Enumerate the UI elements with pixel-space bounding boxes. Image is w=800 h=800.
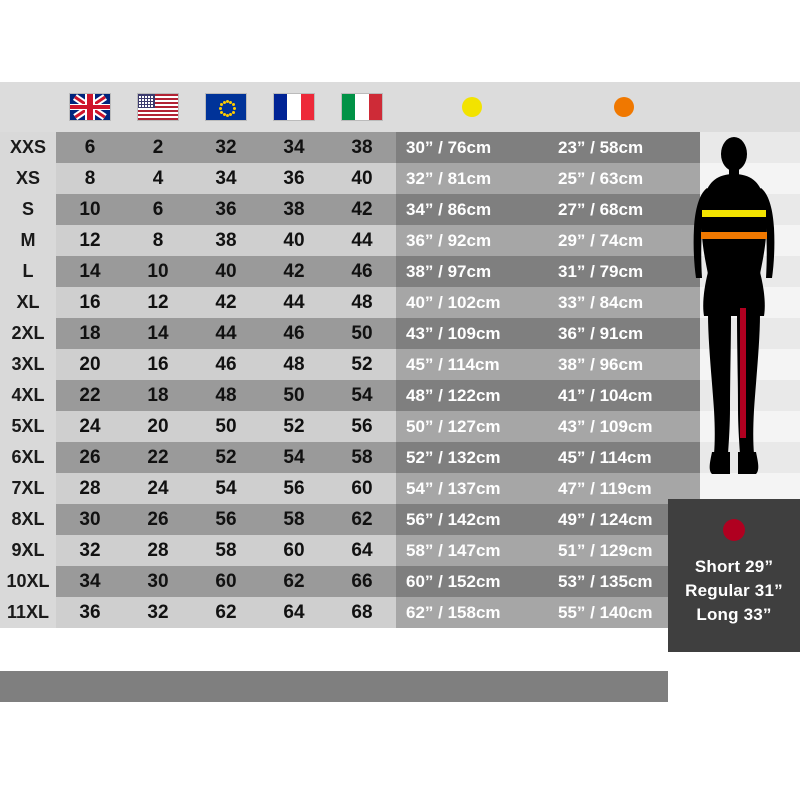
fr-size-value: 36 <box>260 163 328 194</box>
header-waist-cell <box>548 82 700 132</box>
figure-column-cell <box>700 349 800 380</box>
bust-measurement: 36” / 92cm <box>396 225 548 256</box>
us-size-value: 10 <box>124 256 192 287</box>
waist-measurement: 43” / 109cm <box>548 411 700 442</box>
size-label: 8XL <box>0 504 56 535</box>
bottom-band-spacer <box>0 702 668 710</box>
uk-size-value: 36 <box>56 597 124 628</box>
uk-size-value: 18 <box>56 318 124 349</box>
fr-size-value: 52 <box>260 411 328 442</box>
fr-size-value: 44 <box>260 287 328 318</box>
size-label: 6XL <box>0 442 56 473</box>
header-eu-cell <box>192 82 260 132</box>
us-size-value: 30 <box>124 566 192 597</box>
us-size-value: 20 <box>124 411 192 442</box>
us-size-value: 32 <box>124 597 192 628</box>
us-size-value: 28 <box>124 535 192 566</box>
uk-size-value: 16 <box>56 287 124 318</box>
bottom-band <box>0 671 668 702</box>
table-row <box>0 225 800 256</box>
uk-size-value: 14 <box>56 256 124 287</box>
eu-size-value: 56 <box>192 504 260 535</box>
it-size-value: 42 <box>328 194 396 225</box>
table-row <box>0 132 800 163</box>
uk-size-value: 24 <box>56 411 124 442</box>
bust-measurement: 60” / 152cm <box>396 566 548 597</box>
header-bust-cell <box>396 82 548 132</box>
table-row <box>0 380 800 411</box>
top-margin <box>0 0 800 82</box>
it-size-value: 38 <box>328 132 396 163</box>
uk-size-value: 22 <box>56 380 124 411</box>
size-label: 4XL <box>0 380 56 411</box>
bust-measurement: 54” / 137cm <box>396 473 548 504</box>
size-label: L <box>0 256 56 287</box>
figure-column-cell <box>700 163 800 194</box>
waist-measurement: 51” / 129cm <box>548 535 700 566</box>
eu-size-value: 62 <box>192 597 260 628</box>
bust-marker-dot <box>462 97 482 117</box>
us-size-value: 6 <box>124 194 192 225</box>
it-size-value: 62 <box>328 504 396 535</box>
table-row <box>0 256 800 287</box>
bust-measurement: 32” / 81cm <box>396 163 548 194</box>
eu-flag-icon <box>205 93 247 121</box>
inseam-long-label: Long 33” <box>696 605 772 624</box>
us-size-value: 18 <box>124 380 192 411</box>
fr-size-value: 54 <box>260 442 328 473</box>
size-label: XL <box>0 287 56 318</box>
waist-measurement: 53” / 135cm <box>548 566 700 597</box>
eu-size-value: 44 <box>192 318 260 349</box>
us-flag-icon <box>137 93 179 121</box>
table-header-row <box>0 82 800 132</box>
bust-measurement: 38” / 97cm <box>396 256 548 287</box>
us-size-value: 24 <box>124 473 192 504</box>
waist-measurement: 29” / 74cm <box>548 225 700 256</box>
figure-column-cell <box>700 225 800 256</box>
bust-measurement: 30” / 76cm <box>396 132 548 163</box>
bust-measurement: 43” / 109cm <box>396 318 548 349</box>
figure-column-cell <box>700 194 800 225</box>
us-size-value: 2 <box>124 132 192 163</box>
inseam-regular-label: Regular 31” <box>685 581 783 600</box>
bust-measurement: 40” / 102cm <box>396 287 548 318</box>
uk-size-value: 6 <box>56 132 124 163</box>
us-size-value: 22 <box>124 442 192 473</box>
uk-size-value: 32 <box>56 535 124 566</box>
size-label: 10XL <box>0 566 56 597</box>
figure-column-cell <box>700 380 800 411</box>
eu-size-value: 50 <box>192 411 260 442</box>
bust-measurement: 45” / 114cm <box>396 349 548 380</box>
fr-size-value: 34 <box>260 132 328 163</box>
eu-size-value: 48 <box>192 380 260 411</box>
waist-measurement: 25” / 63cm <box>548 163 700 194</box>
uk-size-value: 20 <box>56 349 124 380</box>
it-flag-icon <box>341 93 383 121</box>
waist-measurement: 49” / 124cm <box>548 504 700 535</box>
it-size-value: 54 <box>328 380 396 411</box>
us-size-value: 14 <box>124 318 192 349</box>
figure-column-cell <box>700 287 800 318</box>
eu-size-value: 42 <box>192 287 260 318</box>
waist-marker-dot <box>614 97 634 117</box>
fr-size-value: 50 <box>260 380 328 411</box>
uk-size-value: 34 <box>56 566 124 597</box>
header-figure-cell <box>700 82 800 132</box>
waist-measurement: 27” / 68cm <box>548 194 700 225</box>
inseam-short-label: Short 29” <box>694 557 774 576</box>
it-size-value: 58 <box>328 442 396 473</box>
figure-column-cell <box>700 411 800 442</box>
fr-size-value: 38 <box>260 194 328 225</box>
size-label: XS <box>0 163 56 194</box>
header-uk-cell <box>56 82 124 132</box>
figure-column-cell <box>700 132 800 163</box>
table-row <box>0 163 800 194</box>
fr-size-value: 64 <box>260 597 328 628</box>
table-row <box>0 287 800 318</box>
fr-size-value: 48 <box>260 349 328 380</box>
waist-measurement: 41” / 104cm <box>548 380 700 411</box>
eu-size-value: 52 <box>192 442 260 473</box>
inseam-marker-dot <box>723 519 745 541</box>
uk-size-value: 26 <box>56 442 124 473</box>
fr-size-value: 46 <box>260 318 328 349</box>
uk-size-value: 28 <box>56 473 124 504</box>
figure-column-cell <box>700 318 800 349</box>
fr-size-value: 42 <box>260 256 328 287</box>
waist-measurement: 47” / 119cm <box>548 473 700 504</box>
bust-measurement: 48” / 122cm <box>396 380 548 411</box>
eu-size-value: 34 <box>192 163 260 194</box>
eu-size-value: 32 <box>192 132 260 163</box>
eu-size-value: 38 <box>192 225 260 256</box>
table-row <box>0 318 800 349</box>
it-size-value: 48 <box>328 287 396 318</box>
us-size-value: 16 <box>124 349 192 380</box>
us-size-value: 12 <box>124 287 192 318</box>
eu-size-value: 46 <box>192 349 260 380</box>
eu-size-value: 40 <box>192 256 260 287</box>
bust-measurement: 62” / 158cm <box>396 597 548 628</box>
fr-size-value: 62 <box>260 566 328 597</box>
us-size-value: 8 <box>124 225 192 256</box>
it-size-value: 46 <box>328 256 396 287</box>
size-label: 11XL <box>0 597 56 628</box>
uk-size-value: 8 <box>56 163 124 194</box>
uk-size-value: 30 <box>56 504 124 535</box>
eu-size-value: 54 <box>192 473 260 504</box>
size-label: XXS <box>0 132 56 163</box>
fr-size-value: 60 <box>260 535 328 566</box>
figure-column-cell <box>700 442 800 473</box>
it-size-value: 40 <box>328 163 396 194</box>
header-it-cell <box>328 82 396 132</box>
waist-measurement: 45” / 114cm <box>548 442 700 473</box>
it-size-value: 60 <box>328 473 396 504</box>
table-row <box>0 194 800 225</box>
it-size-value: 44 <box>328 225 396 256</box>
waist-measurement: 55” / 140cm <box>548 597 700 628</box>
bust-measurement: 52” / 132cm <box>396 442 548 473</box>
fr-size-value: 58 <box>260 504 328 535</box>
uk-size-value: 10 <box>56 194 124 225</box>
it-size-value: 64 <box>328 535 396 566</box>
waist-measurement: 38” / 96cm <box>548 349 700 380</box>
us-size-value: 4 <box>124 163 192 194</box>
waist-measurement: 33” / 84cm <box>548 287 700 318</box>
waist-measurement: 23” / 58cm <box>548 132 700 163</box>
it-size-value: 68 <box>328 597 396 628</box>
uk-size-value: 12 <box>56 225 124 256</box>
it-size-value: 50 <box>328 318 396 349</box>
it-size-value: 56 <box>328 411 396 442</box>
table-row <box>0 411 800 442</box>
size-label: 7XL <box>0 473 56 504</box>
figure-column-cell <box>700 256 800 287</box>
us-size-value: 26 <box>124 504 192 535</box>
waist-measurement: 31” / 79cm <box>548 256 700 287</box>
table-row <box>0 349 800 380</box>
waist-measurement: 36” / 91cm <box>548 318 700 349</box>
fr-size-value: 56 <box>260 473 328 504</box>
table-row <box>0 442 800 473</box>
size-label: 3XL <box>0 349 56 380</box>
bust-measurement: 34” / 86cm <box>396 194 548 225</box>
header-size-cell <box>0 82 56 132</box>
uk-flag-icon <box>69 93 111 121</box>
eu-size-value: 60 <box>192 566 260 597</box>
eu-size-value: 36 <box>192 194 260 225</box>
size-label: 9XL <box>0 535 56 566</box>
it-size-value: 66 <box>328 566 396 597</box>
header-fr-cell <box>260 82 328 132</box>
eu-size-value: 58 <box>192 535 260 566</box>
size-label: S <box>0 194 56 225</box>
bust-measurement: 50” / 127cm <box>396 411 548 442</box>
header-us-cell <box>124 82 192 132</box>
size-label: M <box>0 225 56 256</box>
bust-measurement: 56” / 142cm <box>396 504 548 535</box>
size-label: 2XL <box>0 318 56 349</box>
bust-measurement: 58” / 147cm <box>396 535 548 566</box>
it-size-value: 52 <box>328 349 396 380</box>
fr-flag-icon <box>273 93 315 121</box>
fr-size-value: 40 <box>260 225 328 256</box>
size-label: 5XL <box>0 411 56 442</box>
inseam-legend-box <box>668 499 800 652</box>
